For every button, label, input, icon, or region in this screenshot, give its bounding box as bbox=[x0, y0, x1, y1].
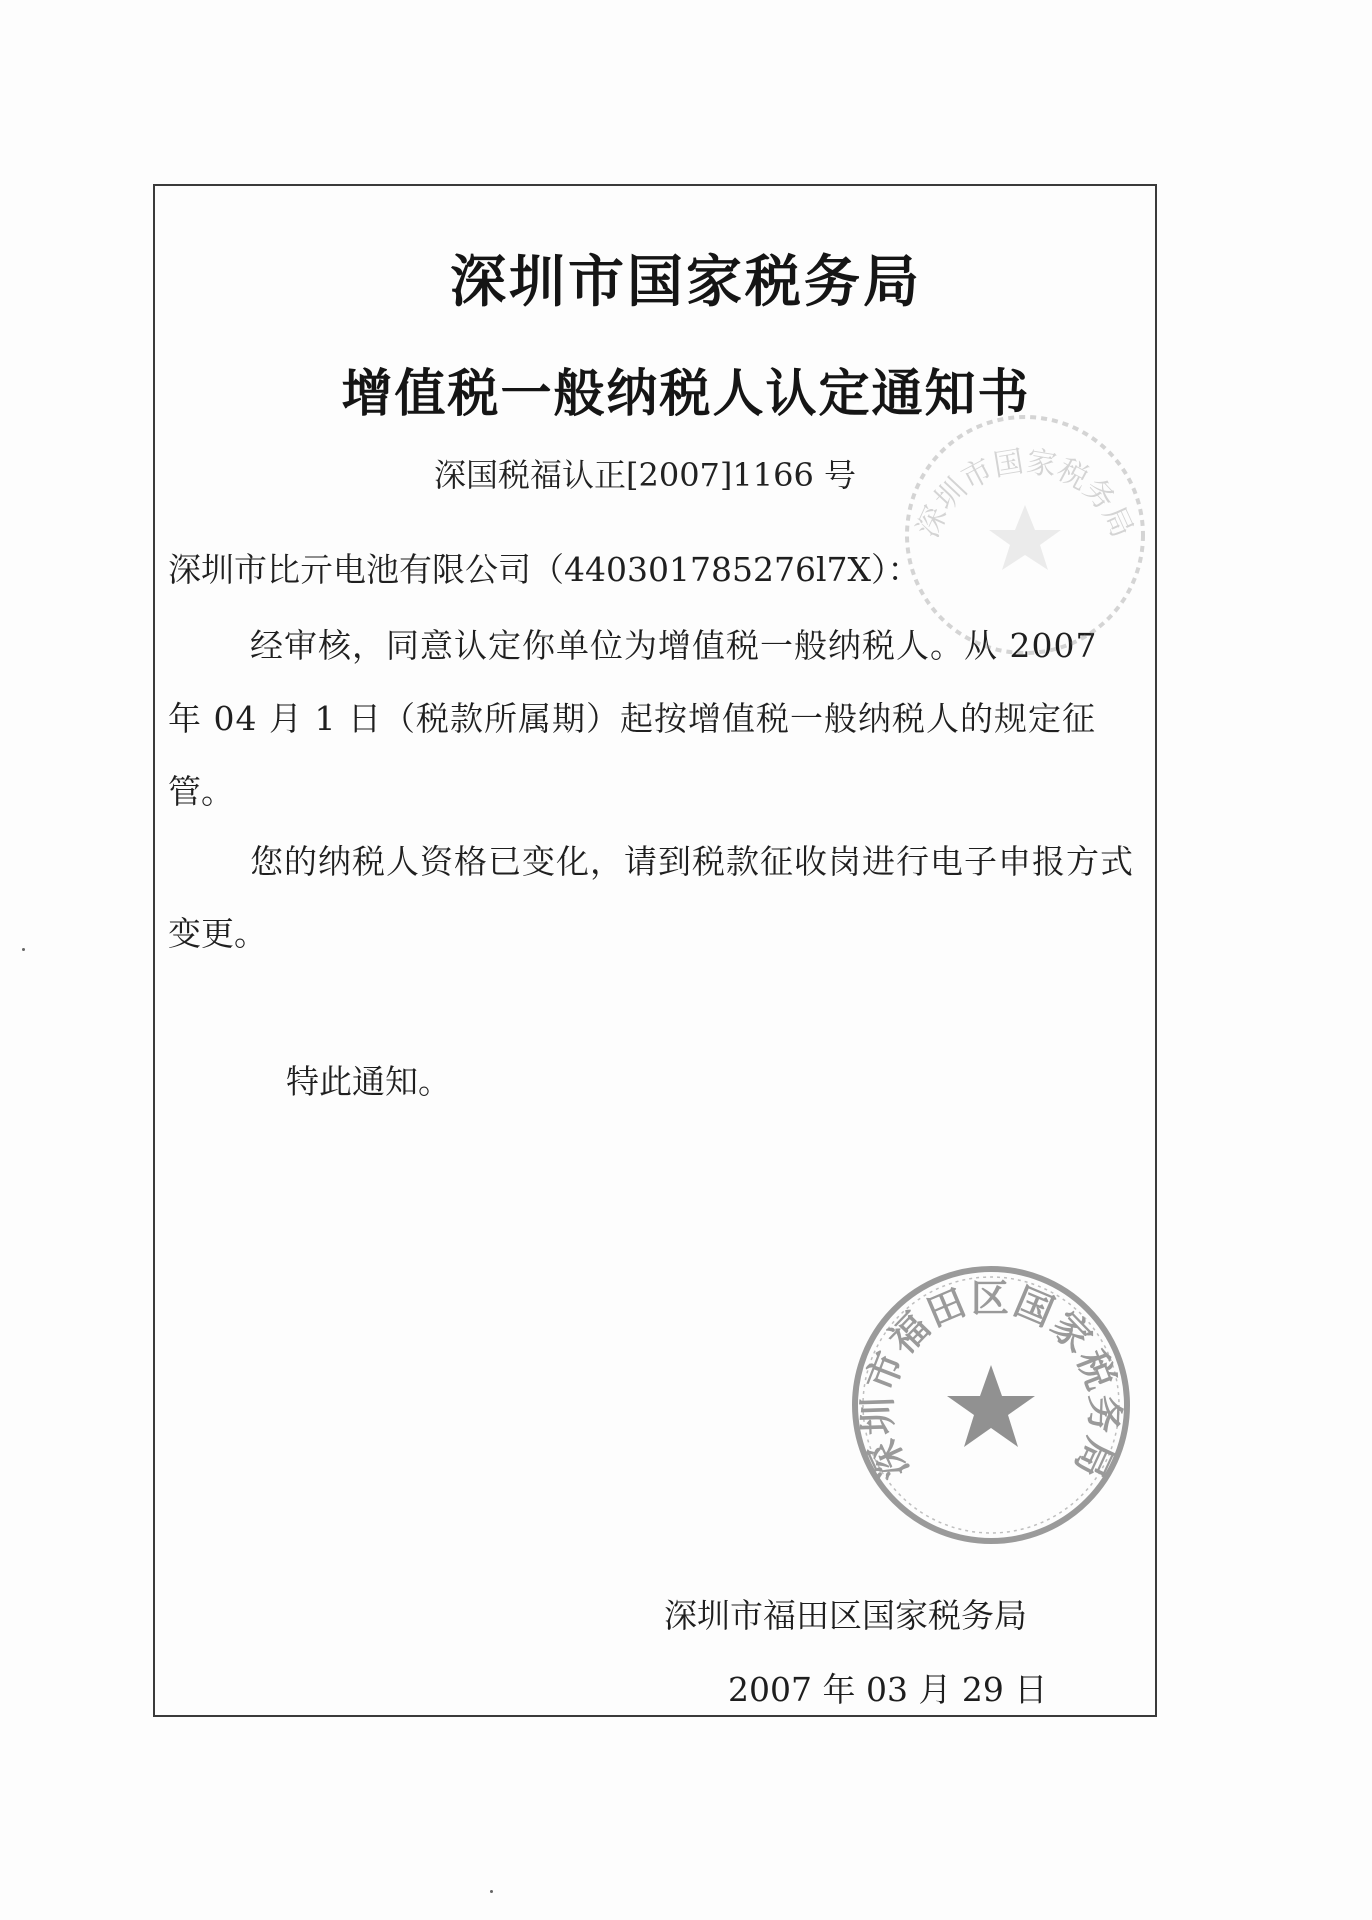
scan-speck bbox=[22, 948, 25, 951]
paragraph2-line1: 您的纳税人资格已变化，请到税款征收岗进行电子申报方式 bbox=[250, 842, 1134, 881]
faded-seal-stamp bbox=[895, 405, 1155, 665]
document-number: 深国税福认正[2007]1166 号 bbox=[433, 456, 857, 494]
paragraph1-line3: 管。 bbox=[168, 772, 234, 811]
faded-seal-text: 深圳市国家税务局 bbox=[910, 444, 1140, 543]
issue-date: 2007 年 03 月 29 日 bbox=[728, 1670, 1048, 1709]
star-icon bbox=[947, 1365, 1035, 1447]
paragraph2-line2: 变更。 bbox=[168, 914, 267, 953]
official-seal-stamp bbox=[846, 1260, 1136, 1550]
seal-text: 深圳市福田区国家税务局 bbox=[855, 1276, 1127, 1487]
paragraph1-line2: 年 04 月 1 日（税款所属期）起按增值税一般纳税人的规定征 bbox=[168, 699, 1096, 738]
notice-subtitle: 增值税一般纳税人认定通知书 bbox=[341, 365, 1031, 424]
page-title: 深圳市国家税务局 bbox=[450, 250, 922, 315]
closing-statement: 特此通知。 bbox=[286, 1062, 451, 1101]
scan-speck bbox=[490, 1890, 493, 1893]
issuing-authority: 深圳市福田区国家税务局 bbox=[664, 1596, 1027, 1635]
addressee-line: 深圳市比亓电池有限公司（440301785276l7X）： bbox=[168, 550, 921, 589]
paragraph1-line1: 经审核，同意认定你单位为增值税一般纳税人。从 2007 bbox=[250, 626, 1098, 665]
